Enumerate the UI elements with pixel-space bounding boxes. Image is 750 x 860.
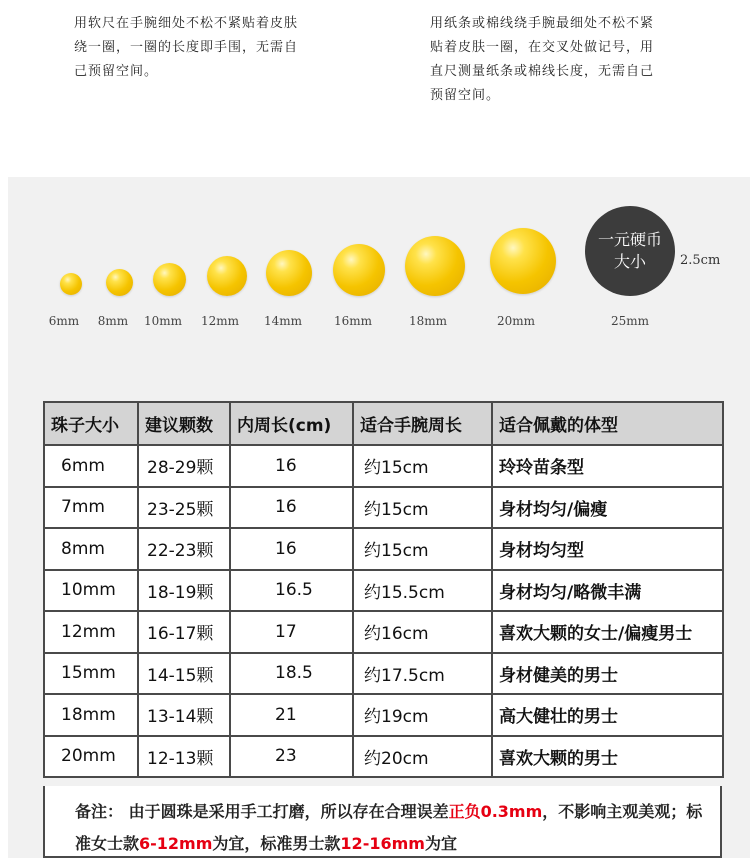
table-cell: 16-17颗 xyxy=(138,611,230,653)
table-cell: 21 xyxy=(230,694,353,736)
table-cell: 16 xyxy=(230,445,353,487)
wrist-measure-tape-note: 用软尺在手腕细处不松不紧贴着皮肤 绕一圈，一圈的长度即手围，无需自 己预留空间。 xyxy=(74,16,299,79)
header-bead-count: 建议颗数 xyxy=(138,402,230,445)
bead-8mm xyxy=(106,269,133,296)
table-cell: 16.5 xyxy=(230,570,353,612)
bead-size-label: 16mm xyxy=(333,314,373,328)
table-cell: 23 xyxy=(230,736,353,778)
table-row xyxy=(44,487,723,529)
remark-text-3: 为宜，标准男士款 xyxy=(212,834,341,853)
bead-size-label: 10mm xyxy=(143,314,183,328)
bead-18mm xyxy=(405,236,465,296)
table-cell: 12-13颗 xyxy=(138,736,230,778)
table-cell: 约19cm xyxy=(353,694,492,736)
table-cell: 身材均匀型 xyxy=(492,528,723,570)
bead-size-label: 6mm xyxy=(48,314,80,328)
table-cell: 约16cm xyxy=(353,611,492,653)
table-row xyxy=(44,528,723,570)
table-cell: 喜欢大颗的男士 xyxy=(492,736,723,778)
table-cell: 约15cm xyxy=(353,445,492,487)
bead-size-label: 20mm xyxy=(496,314,536,328)
table-row xyxy=(44,445,723,487)
table-cell: 18.5 xyxy=(230,653,353,695)
bead-20mm xyxy=(490,228,556,294)
bead-size-label: 8mm xyxy=(97,314,129,328)
remark-note xyxy=(43,786,722,858)
table-cell: 28-29颗 xyxy=(138,445,230,487)
bead-size-label: 14mm xyxy=(263,314,303,328)
table-cell: 约15cm xyxy=(353,487,492,529)
table-cell: 12mm xyxy=(44,611,138,653)
bead-size-label: 12mm xyxy=(200,314,240,328)
table-cell: 身材均匀/略微丰满 xyxy=(492,570,723,612)
table-cell: 约15.5cm xyxy=(353,570,492,612)
table-cell: 15mm xyxy=(44,653,138,695)
table-cell: 16 xyxy=(230,528,353,570)
bead-size-label: 18mm xyxy=(408,314,448,328)
table-cell: 身材均匀/偏瘦 xyxy=(492,487,723,529)
table-cell: 身材健美的男士 xyxy=(492,653,723,695)
table-cell: 约15cm xyxy=(353,528,492,570)
table-cell: 10mm xyxy=(44,570,138,612)
table-cell: 7mm xyxy=(44,487,138,529)
header-body-type: 适合佩戴的体型 xyxy=(492,402,723,445)
table-cell: 16 xyxy=(230,487,353,529)
table-row xyxy=(44,736,723,778)
table-cell: 23-25颗 xyxy=(138,487,230,529)
table-cell: 18mm xyxy=(44,694,138,736)
table-cell: 喜欢大颗的女士/偏瘦男士 xyxy=(492,611,723,653)
table-cell: 13-14颗 xyxy=(138,694,230,736)
table-cell: 14-15颗 xyxy=(138,653,230,695)
table-cell: 18-19颗 xyxy=(138,570,230,612)
table-cell: 17 xyxy=(230,611,353,653)
header-wrist-circumference: 适合手腕周长 xyxy=(353,402,492,445)
bead-12mm xyxy=(207,256,247,296)
remark-text-4: 为宜 xyxy=(424,834,457,853)
table-cell: 8mm xyxy=(44,528,138,570)
wrist-measure-string-note: 用纸条或棉线绕手腕最细处不松不紧 贴着皮肤一圈，在交叉处做记号，用 直尺测量纸条或棉线长度，无需自己 预留空间。 xyxy=(430,16,655,103)
table-row xyxy=(44,653,723,695)
remark-text-2: ，不影响主观美观；标准女士款 xyxy=(75,802,703,853)
coin-size-label: 25mm xyxy=(610,314,650,328)
header-inner-circumference: 内周长(cm) xyxy=(230,402,353,445)
header-bead-size: 珠子大小 xyxy=(44,402,138,445)
table-cell: 约20cm xyxy=(353,736,492,778)
table-cell: 玲玲苗条型 xyxy=(492,445,723,487)
table-cell: 约17.5cm xyxy=(353,653,492,695)
bead-14mm xyxy=(266,250,312,296)
bead-6mm xyxy=(60,273,82,295)
table-cell: 6mm xyxy=(44,445,138,487)
bead-size-table xyxy=(43,401,724,778)
table-row xyxy=(44,570,723,612)
coin-reference: 一元硬币 大小 xyxy=(585,206,675,296)
table-row xyxy=(44,694,723,736)
bead-10mm xyxy=(153,263,186,296)
table-header-row xyxy=(44,402,723,445)
coin-diameter-label: 2.5cm xyxy=(680,253,721,268)
table-cell: 22-23颗 xyxy=(138,528,230,570)
remark-female-range: 6-12mm xyxy=(139,834,213,853)
remark-male-range: 12-16mm xyxy=(340,834,425,853)
remark-text: 备注： 由于圆珠是采用手工打磨，所以存在合理误差 xyxy=(75,802,449,821)
bead-16mm xyxy=(333,244,385,296)
table-row xyxy=(44,611,723,653)
table-cell: 高大健壮的男士 xyxy=(492,694,723,736)
table-cell: 20mm xyxy=(44,736,138,778)
remark-tolerance: 正负0.3mm xyxy=(448,802,543,821)
